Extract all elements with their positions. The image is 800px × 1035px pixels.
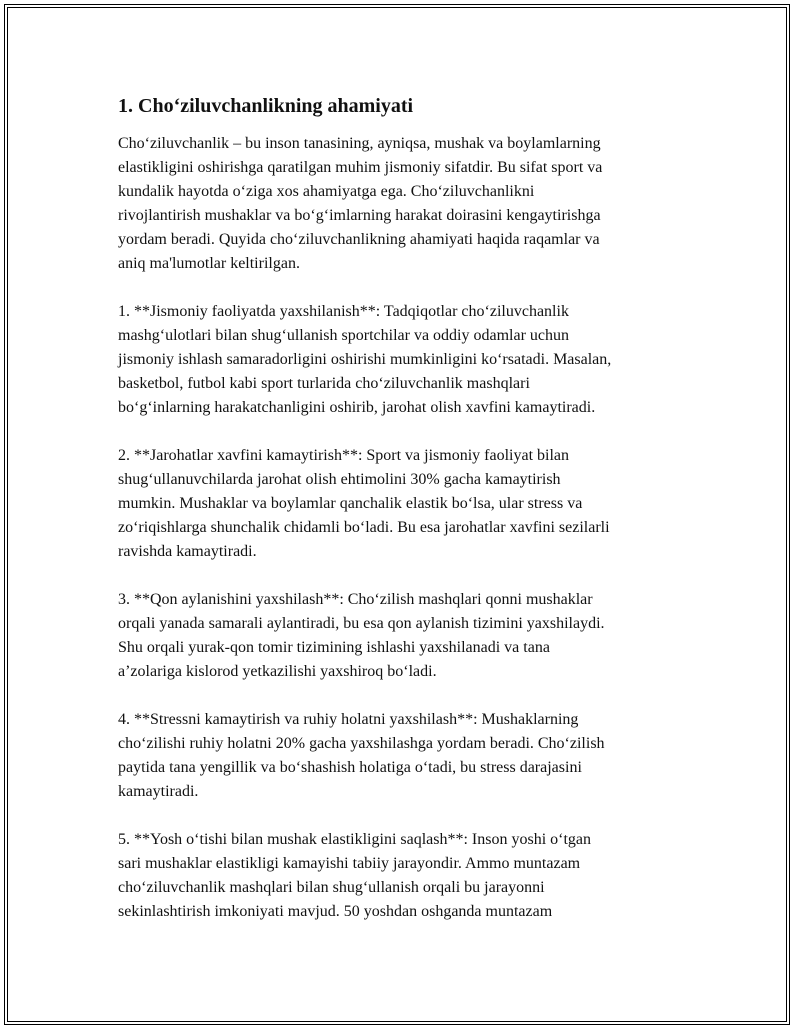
document-title: 1. Cho‘ziluvchanlikning ahamiyati <box>118 95 414 117</box>
paragraph-item-4: 4. **Stressni kamaytirish va ruhiy holatni yaxshilash**: Mushaklarning cho‘zilishi ruhiy holatni 20% gacha yaxshilashga yordam beradi. Cho‘zilish paytida tana yengillik va bo‘shashish holatiga o‘tadi, bu stress darajasini kamaytiradi. <box>118 711 605 800</box>
intro-paragraph: Cho‘ziluvchanlik – bu inson tanasining, ayniqsa, mushak va boylamlarning elastikligini oshirishga qaratilgan muhim jismoniy sifatdir. Bu sifat sport va kundalik hayotda o‘ziga xos ahamiyatga ega. Cho‘ziluvchanlikni rivojlantirish mushaklar va bo‘g‘imlarning harakat doirasini kengaytirishga yordam beradi. Quyida cho‘ziluvchanlikning ahamiyati haqida raqamlar va aniq ma'lumotlar keltirilgan. <box>118 135 603 272</box>
paragraph-item-2: 2. **Jarohatlar xavfini kamaytirish**: Sport va jismoniy faoliyat bilan shug‘ullanuvchilarda jarohat olish ehtimolini 30% gacha kamaytirish mumkin. Mushaklar va boylamlar qanchalik elastik bo‘lsa, ular stress va zo‘riqishlarga shunchalik chidamli bo‘ladi. Bu esa jarohatlar xavfini sezilarli ravishda kamaytiradi. <box>118 447 610 560</box>
paragraph-item-5: 5. **Yosh o‘tishi bilan mushak elastikligini saqlash**: Inson yoshi o‘tgan sari mushaklar elastikligi kamayishi tabiiy jarayondir. Ammo muntazam cho‘ziluvchanlik mashqlari bilan shug‘ullanish orqali bu jarayonni sekinlashtirish imkoniyati mavjud. 50 yoshdan oshganda muntazam <box>118 831 592 920</box>
paragraph-item-3: 3. **Qon aylanishini yaxshilash**: Cho‘zilish mashqlari qonni mushaklar orqali yanada samarali aylantiradi, bu esa qon aylanish tizimini yaxshilaydi. Shu orqali yurak-qon tomir tizimining ishlashi yaxshilanadi va tana a’zolariga kislorod yetkazilishi yaxshiroq bo‘ladi. <box>118 591 605 680</box>
paragraph-item-1: 1. **Jismoniy faoliyatda yaxshilanish**: Tadqiqotlar cho‘ziluvchanlik mashg‘ulotlari bilan shug‘ullanish sportchilar va oddiy odamlar uchun jismoniy ishlash samaradorligini oshirishi mumkinligini ko‘rsatadi. Masalan, basketbol, futbol kabi sport turlarida cho‘ziluvchanlik mashqlari bo‘g‘inlarning harakatchanligini oshirib, jarohat olish xavfini kamaytiradi. <box>118 303 612 416</box>
document-body <box>118 93 688 948</box>
